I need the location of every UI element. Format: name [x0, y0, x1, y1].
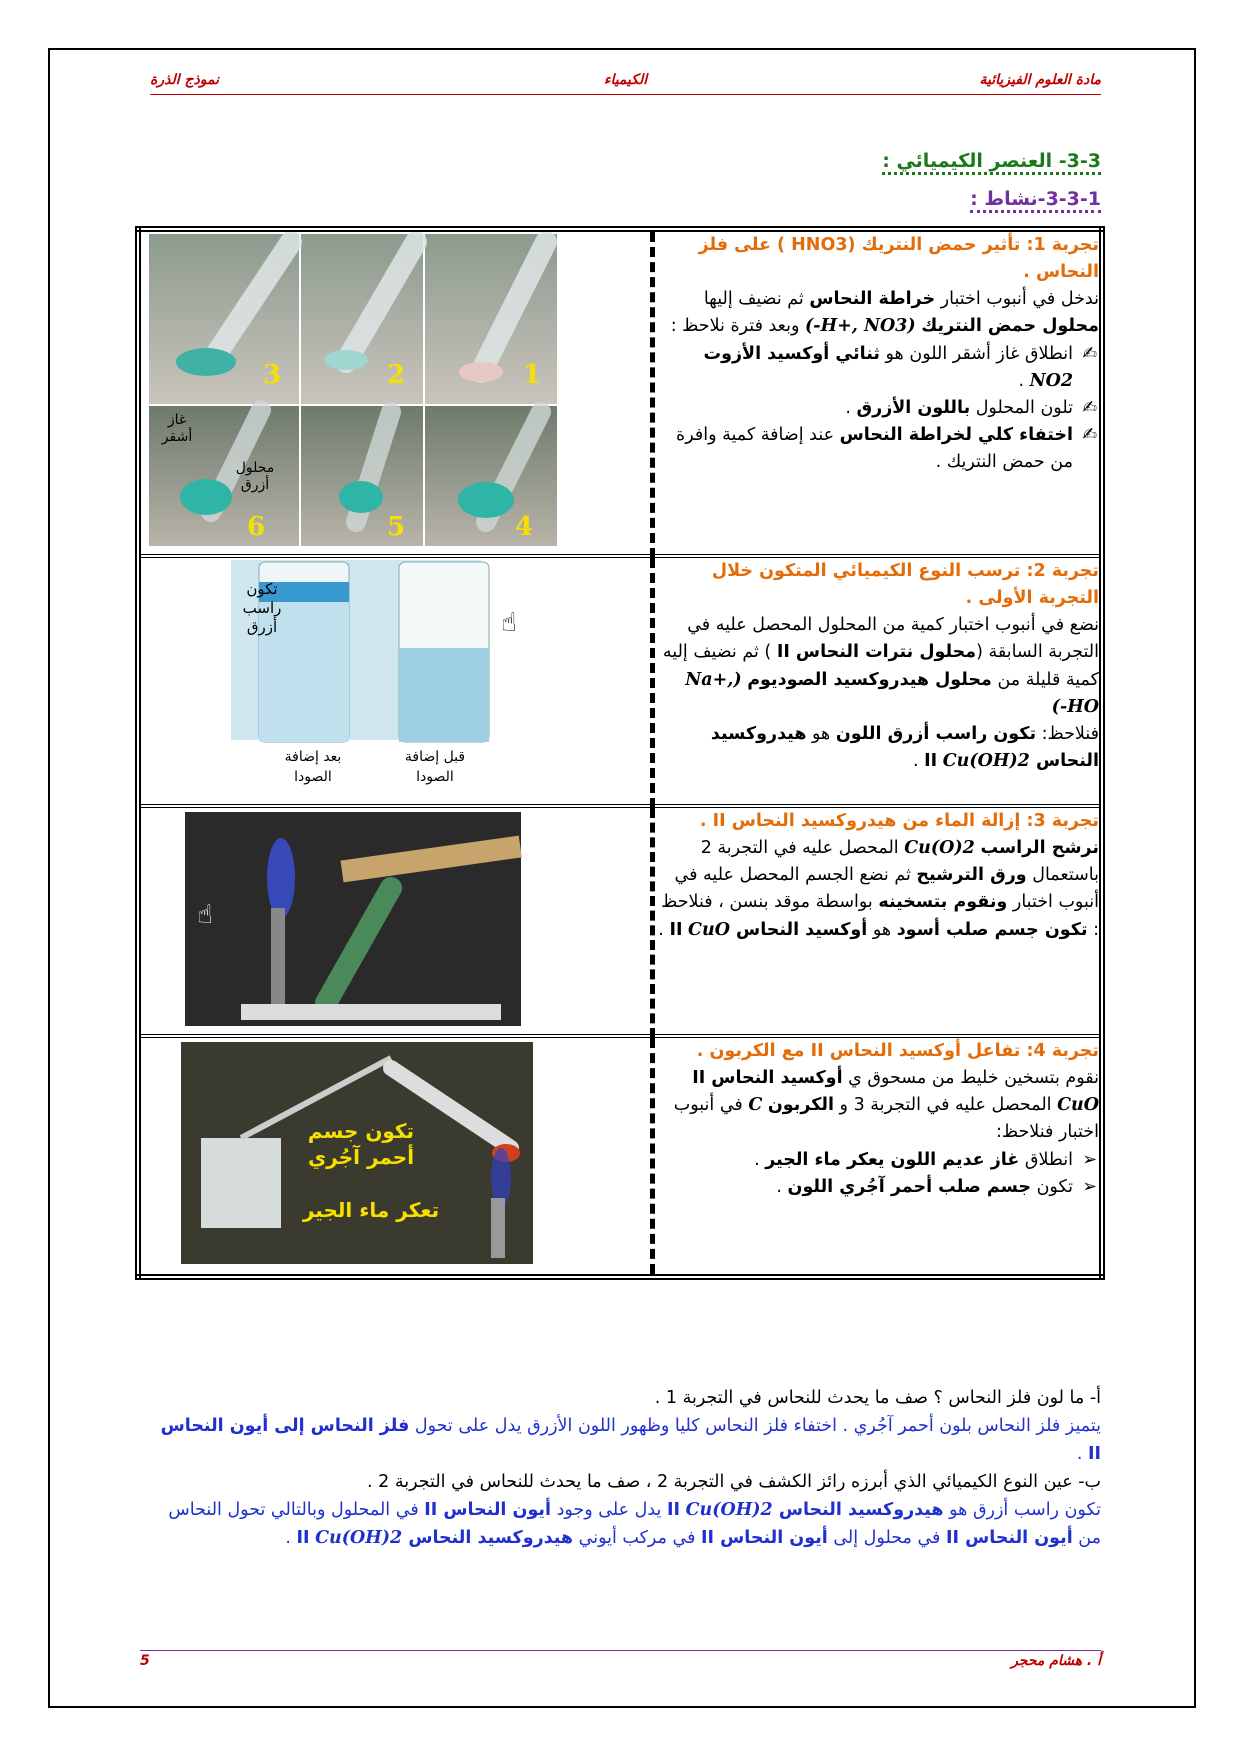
experiment-2-title: تجربة 2: ترسب النوع الكيميائي المتكون خلال التجربة الأولى . [711, 561, 1099, 609]
page-footer [140, 1650, 1101, 1671]
pen-icon: ✍ [1082, 397, 1097, 418]
experiment-1-title: تجربة 1: تأثير حمض النتريك (HNO3 ) على فلز النحاس . [698, 235, 1099, 283]
list-item: ✍ اختفاء كلي لخراطة النحاس عند إضافة كمية وافرة من حمض النتريك . [655, 422, 1073, 476]
list-item: ✍ انطلاق غاز أشقر اللون هو ثنائي أوكسيد الأزوت NO2 . [655, 341, 1073, 395]
pen-icon: ✍ [1082, 343, 1097, 364]
experiment-3-row [138, 806, 1102, 1036]
list-item: ➢ تكون جسم صلب أحمر آجُري اللون . [655, 1174, 1073, 1201]
experiment-1-images [138, 229, 653, 556]
header-lesson: نموذج الذرة [150, 72, 219, 88]
experiment-4-title: تجربة 4: تفاعل أوكسيد النحاس II مع الكربون . [696, 1041, 1099, 1061]
pen-icon: ✍ [1082, 424, 1097, 445]
experiment-1-text [653, 229, 1102, 556]
label-after-soda: بعد إضافة الصودا [284, 749, 342, 785]
experiment-1-observations [655, 341, 1099, 477]
arrow-icon: ➢ [1082, 1176, 1097, 1197]
experiment-3-procedure: نرشح الراسب Cu(O)2 المحصل عليه في التجربة 2 باستعمال ورق الترشيح ثم نضع الجسم المحصل عليه في أنبوب اختبار ونقوم بتسخينه بواسطة موقد بنسن ، فنلاحظ : تكون جسم صلب أسود هو أوكسيد النحاس II CuO . [658, 838, 1099, 940]
header-course: مادة العلوم الفيزيائية [979, 72, 1101, 88]
photo-number-5: 5 [387, 512, 406, 542]
question-a: أ- ما لون فلز النحاس ؟ صف ما يحدث للنحاس في التجربة 1 . [654, 1388, 1101, 1408]
label-red-solid: تكون جسم أحمر آجُري [307, 1119, 415, 1169]
experiment-2-row [138, 556, 1102, 806]
experiment-4-text [653, 1036, 1102, 1277]
experiment-2-observation: فنلاحظ: تكون راسب أزرق اللون هو هيدروكسيد النحاس II Cu(OH)2 . [710, 723, 1099, 771]
question-b: ب- عين النوع الكيميائي الذي أبرزه رائز الكشف في التجربة 2 ، صف ما يحدث للنحاس في التجربة 2 . [367, 1472, 1101, 1492]
header-subject: الكيمياء [603, 72, 648, 88]
page-number: 5 [140, 1653, 150, 1669]
photo-number-2: 2 [387, 360, 406, 390]
answer-b: تكون راسب أزرق هو هيدروكسيد النحاس II Cu(OH)2 يدل على وجود أيون النحاس II في المحلول وبالتالي تحول النحاس من أيون النحاس II في محلول إلى أيون النحاس II في مركب أيوني هيدروكسيد النحاس II Cu(OH)2 . [168, 1500, 1101, 1548]
arrow-icon: ➢ [1082, 1149, 1097, 1170]
answer-a: يتميز فلز النحاس بلون أحمر آجُري . اختفاء فلز النحاس كليا وظهور اللون الأزرق يدل على تحول فلز النحاس إلى أيون النحاس II . [160, 1416, 1101, 1464]
experiment-3-images [138, 806, 653, 1036]
activity-title: 3-3-1-نشاط : [970, 188, 1101, 213]
copper-nitric-acid-photo [141, 232, 646, 550]
photo-number-1: 1 [523, 360, 542, 390]
experiment-3-title: تجربة 3: إزالة الماء من هيدروكسيد النحاس II . [699, 811, 1099, 831]
experiment-2-text [653, 556, 1102, 806]
label-blue-solution: محلول أزرق [235, 460, 275, 493]
list-item: ✍ تلون المحلول باللون الأزرق . [655, 395, 1073, 422]
photo-number-4: 4 [515, 512, 534, 542]
precipitate-photo [141, 558, 646, 800]
label-before-soda: قبل إضافة الصودا [404, 749, 466, 785]
hand-pointer-icon: ☝ [197, 900, 213, 930]
list-item: ➢ انطلاق غاز عديم اللون يعكر ماء الجير . [655, 1147, 1073, 1174]
experiment-1-procedure: ندخل في أنبوب اختبار خراطة النحاس ثم نضيف إليها محلول حمض النتريك (H+, NO3-) وبعد فترة نلاحظ : [670, 289, 1099, 337]
questions-answers [150, 1384, 1101, 1552]
bunsen-burner-photo [141, 808, 646, 1030]
experiment-4-procedure: نقوم بتسخين خليط من مسحوق ي أوكسيد النحاس II CuO المحصل عليه في التجربة 3 و الكربون C في أنبوب اختبار فنلاحظ: [673, 1068, 1099, 1143]
page-header [150, 70, 1101, 95]
author-name: أ . هشام محجر [1011, 1653, 1101, 1669]
experiments-table [135, 226, 1105, 1280]
label-blue-precipitate: تكون راسب أزرق [242, 580, 282, 636]
experiment-2-procedure: نضع في أنبوب اختبار كمية من المحلول المحصل عليه في التجربة السابقة (محلول نترات النحاس II ) ثم نضيف إليه كمية قليلة من محلول هيدروكسيد الصوديوم (Na+, HO-) [662, 615, 1099, 717]
experiment-1-row [138, 229, 1102, 556]
photo-number-6: 6 [247, 512, 266, 542]
experiment-4-row [138, 1036, 1102, 1277]
label-brown-gas: غاز أشقر [161, 412, 193, 445]
photo-number-3: 3 [263, 360, 282, 390]
label-limewater: تعكر ماء الجير [302, 1198, 440, 1222]
section-title: 3-3- العنصر الكيميائي : [882, 150, 1101, 175]
hand-pointer-icon: ☝ [501, 608, 517, 638]
experiment-4-images [138, 1036, 653, 1277]
experiment-2-images [138, 556, 653, 806]
experiment-4-observations [655, 1147, 1099, 1201]
experiment-3-text [653, 806, 1102, 1036]
